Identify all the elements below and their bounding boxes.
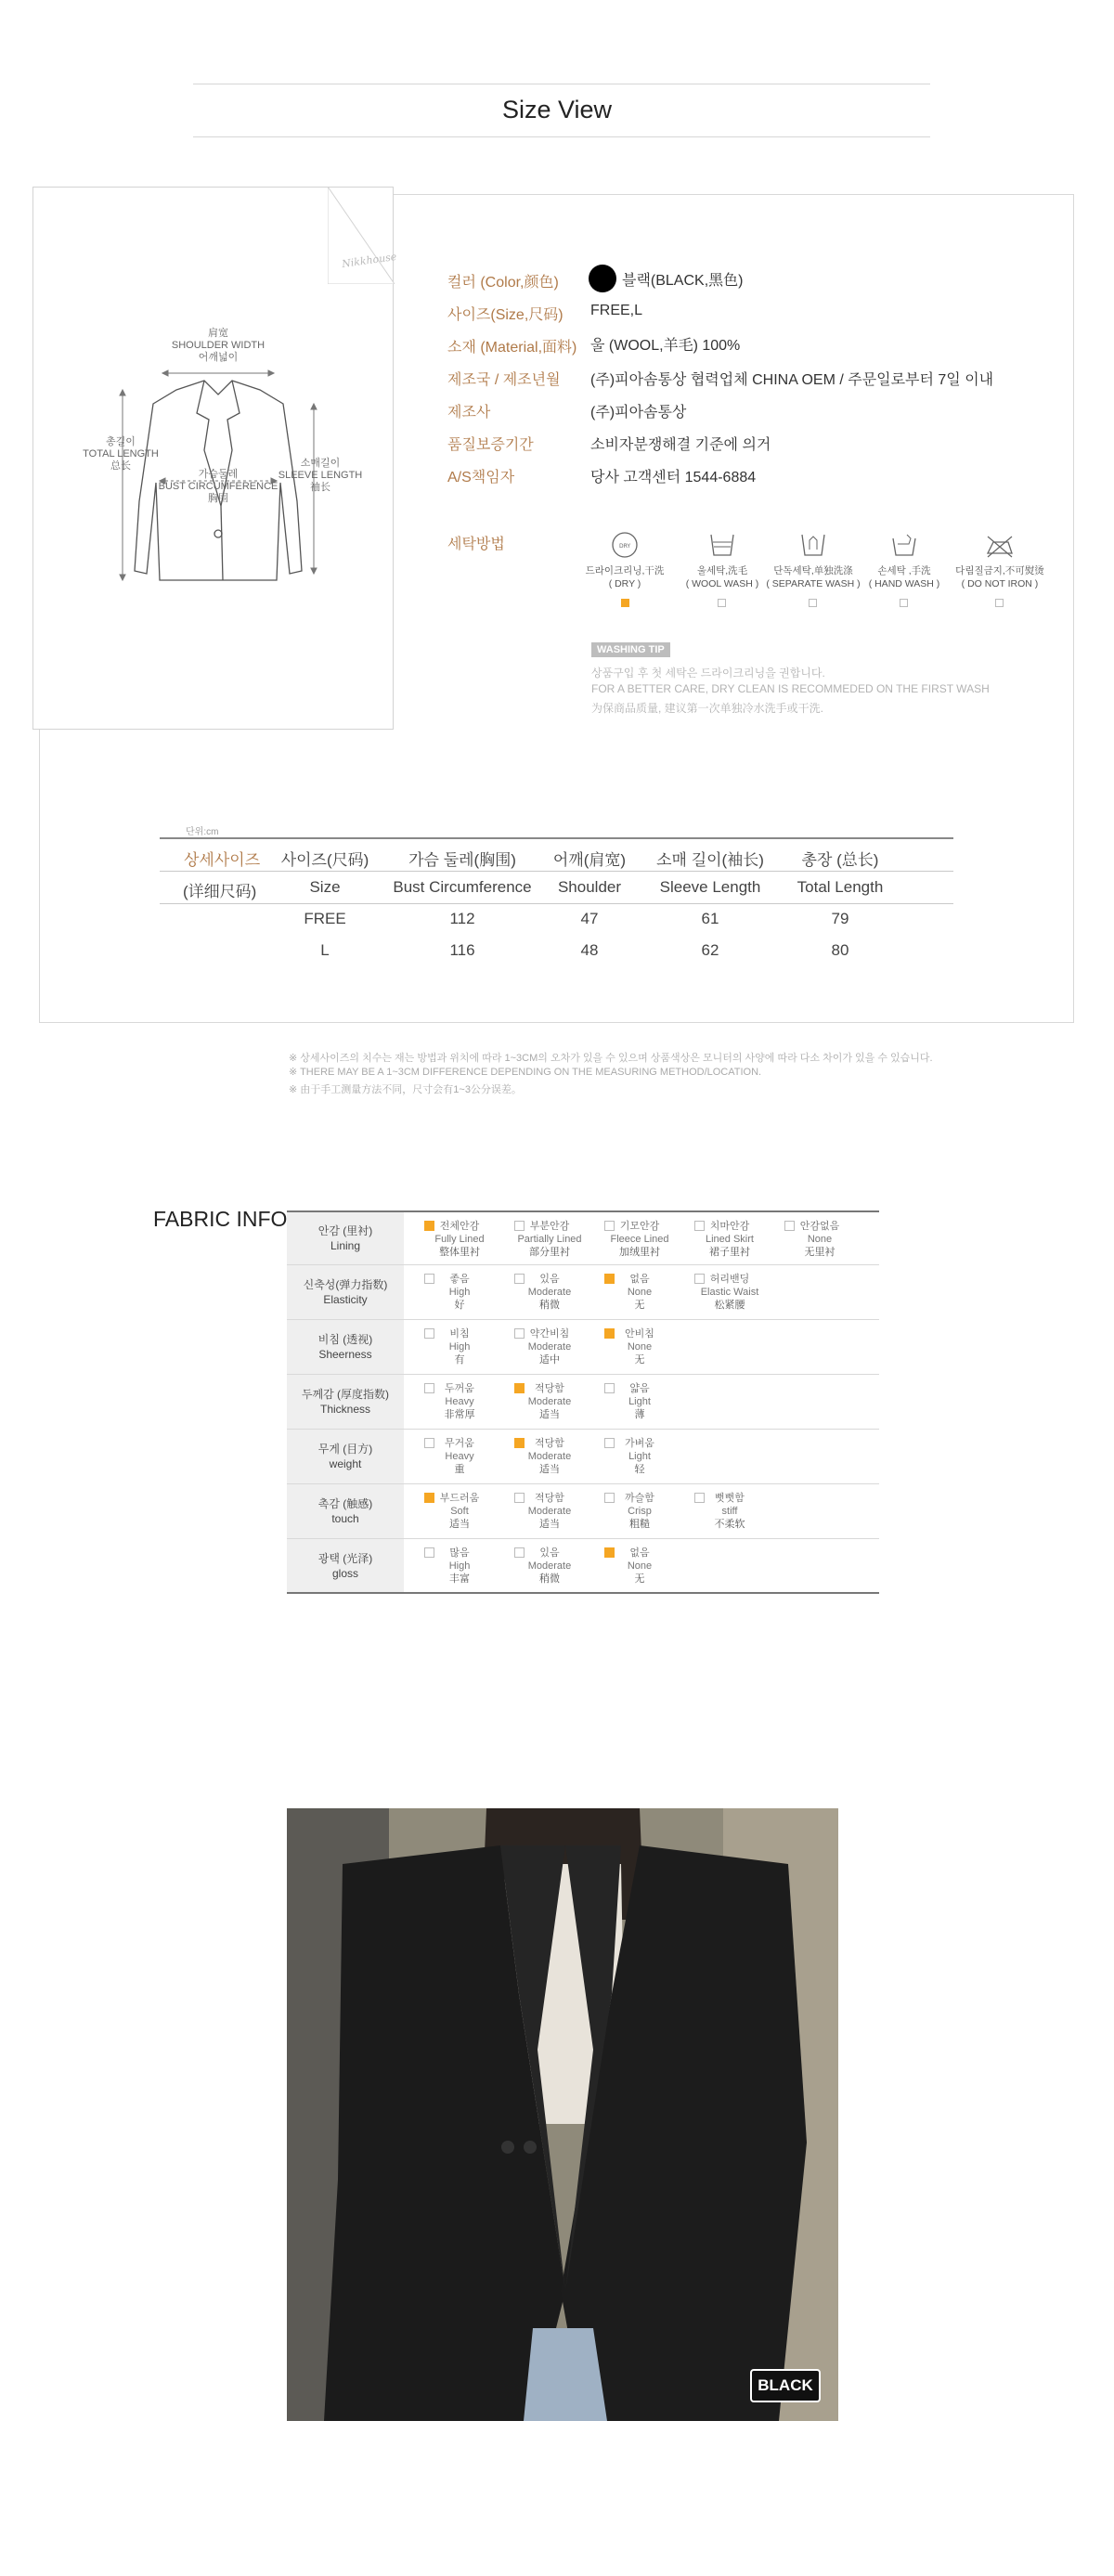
fabric-option xyxy=(687,1492,772,1531)
fabric-row-title-en: gloss xyxy=(331,1566,358,1580)
fabric-row-header xyxy=(287,1320,404,1374)
size-table-rule xyxy=(160,871,953,872)
fabric-option xyxy=(507,1492,592,1531)
fabric-option xyxy=(597,1327,682,1366)
fabric-option xyxy=(507,1327,592,1366)
header-size-ko: 사이즈(尺码) xyxy=(280,851,369,869)
fabric-option-label-ch: 轻 xyxy=(634,1464,645,1475)
sleeve-length-label: 소매길이 SLEEVE LENGTH 袖长 xyxy=(278,458,363,493)
svg-text:DRY: DRY xyxy=(618,543,631,550)
fabric-option-label-en: Heavy xyxy=(445,1451,474,1462)
row-free-total: 79 xyxy=(831,910,849,927)
fabric-option xyxy=(597,1273,682,1312)
color-badge-black: BLACK xyxy=(750,2369,821,2402)
fabric-option-label-ch: 稍微 xyxy=(539,1573,560,1585)
fabric-option-label-ch: 无 xyxy=(634,1354,645,1366)
size-table-rule xyxy=(160,903,953,904)
checked-box-icon xyxy=(424,1221,434,1231)
fabric-option xyxy=(507,1273,592,1312)
fabric-option-label-ch: 适当 xyxy=(539,1519,560,1530)
unchecked-box-icon xyxy=(514,1221,525,1231)
fabric-row-header xyxy=(287,1484,404,1538)
fabric-option-label-en: Lined Skirt xyxy=(706,1234,754,1245)
maker-value: (주)피아솜통상 xyxy=(590,405,687,421)
fabric-option-label-ko: 안감없음 xyxy=(799,1221,840,1232)
note-en: ※ THERE MAY BE A 1~3CM DIFFERENCE DEPENDING ON THE MEASURING METHOD/LOCATION. xyxy=(289,1067,762,1078)
wash-no-iron: 다림질금지,不可熨烫 ( DO NOT IRON ) xyxy=(949,531,1051,590)
fabric-row-title-ko: 촉감 (触感) xyxy=(317,1497,373,1510)
fabric-row-header xyxy=(287,1265,404,1319)
fabric-option-label-en: Moderate xyxy=(527,1396,572,1407)
unchecked-box-icon xyxy=(604,1438,615,1448)
fabric-row xyxy=(287,1539,879,1594)
fabric-option-label-en: Partially Lined xyxy=(517,1234,582,1245)
total-length-label: 총길이 TOTAL LENGTH 总长 xyxy=(83,436,159,472)
header-size-en: Size xyxy=(309,878,341,896)
fabric-option-label-ko: 두꺼움 xyxy=(445,1383,474,1394)
no-iron-icon xyxy=(984,531,1016,559)
washing-tip-line-ch: 为保商品质量, 建议第一次单独冷水洗手或干洗. xyxy=(591,702,824,715)
fabric-row-title-en: touch xyxy=(331,1512,359,1525)
size-label: 사이즈(Size,尺码) xyxy=(447,307,563,323)
wool-wash-icon xyxy=(706,531,738,559)
fabric-option-label-ch: 松紧腰 xyxy=(714,1300,745,1311)
fabric-option-label-ko: 부분안감 xyxy=(529,1221,570,1232)
page-fold-icon xyxy=(328,187,398,284)
fabric-option xyxy=(597,1382,682,1421)
fabric-option-label-ko: 좋음 xyxy=(449,1274,470,1285)
wash-method-label: 세탁방법 xyxy=(447,537,505,552)
fabric-option-label-en: Elastic Waist xyxy=(700,1287,759,1298)
divider-bottom xyxy=(193,136,930,137)
row-l-total: 80 xyxy=(831,941,849,959)
fabric-row-title-ko: 무게 (目方) xyxy=(317,1443,373,1456)
fabric-row-header xyxy=(287,1430,404,1483)
fabric-option xyxy=(687,1220,772,1259)
fabric-option xyxy=(417,1327,502,1366)
fabric-option-label-ko: 전체안감 xyxy=(439,1221,480,1232)
fabric-option xyxy=(417,1382,502,1421)
color-label: 컬러 (Color,颜色) xyxy=(447,275,559,291)
wash-dry-checkbox xyxy=(621,599,629,607)
fabric-row-title-en: Sheerness xyxy=(318,1348,372,1361)
fabric-option-label-ch: 无里衬 xyxy=(804,1247,836,1258)
wash-wool-checkbox xyxy=(718,599,726,607)
fabric-option-label-ko: 뻣뻣함 xyxy=(715,1493,745,1504)
color-value: 블랙(BLACK,黑色) xyxy=(622,273,744,289)
fabric-row xyxy=(287,1430,879,1484)
fabric-option-label-ch: 无 xyxy=(634,1300,645,1311)
size-table-top-rule xyxy=(160,837,953,839)
wash-dry: DRY 드라이크리닝,干洗 ( DRY ) xyxy=(574,531,676,590)
wash-wool: 울세탁,洗毛 ( WOOL WASH ) xyxy=(671,531,773,590)
unchecked-box-icon xyxy=(424,1547,434,1558)
unchecked-box-icon xyxy=(604,1221,615,1231)
fabric-option xyxy=(507,1437,592,1476)
header-bust-en: Bust Circumference xyxy=(393,878,532,896)
row-l-size: L xyxy=(320,941,330,959)
color-swatch-black xyxy=(589,265,616,292)
checked-box-icon xyxy=(424,1493,434,1503)
header-bust-ko: 가슴 둘레(胸围) xyxy=(408,851,516,869)
fabric-row-title-ko: 두께감 (厚度指数) xyxy=(301,1388,390,1401)
fabric-option xyxy=(597,1492,682,1531)
fabric-option xyxy=(507,1547,592,1586)
fabric-option-label-ko: 약간비침 xyxy=(529,1328,570,1340)
wash-hand: 손세탁 ,手洗 ( HAND WASH ) xyxy=(853,531,955,590)
fabric-option-label-ko: 없음 xyxy=(629,1274,650,1285)
header-sleeve-ko: 소매 길이(袖长) xyxy=(656,851,764,869)
fabric-row-header xyxy=(287,1212,404,1264)
shoulder-width-label: 肩宽 SHOULDER WIDTH 어깨넓이 xyxy=(171,328,266,363)
as-value: 당사 고객센터 1544-6884 xyxy=(590,470,757,485)
fabric-row-title-en: Thickness xyxy=(319,1403,371,1416)
origin-label: 제조국 / 제조년월 xyxy=(447,372,561,388)
unchecked-box-icon xyxy=(604,1383,615,1393)
header-total-en: Total Length xyxy=(797,878,884,896)
size-table-title-ko: 상세사이즈 xyxy=(184,851,261,869)
fabric-option-label-ko: 까슬함 xyxy=(625,1493,654,1504)
wash-separate: 단독세탁,单独洗涤 ( SEPARATE WASH ) xyxy=(762,531,864,590)
fabric-option-label-en: None xyxy=(627,1341,653,1353)
fabric-option xyxy=(597,1437,682,1476)
fabric-option xyxy=(417,1437,502,1476)
checked-box-icon xyxy=(514,1383,525,1393)
fabric-row xyxy=(287,1484,879,1539)
fabric-option-label-ko: 치마안감 xyxy=(709,1221,750,1232)
row-l-bust: 116 xyxy=(449,941,475,959)
fabric-option-label-ko: 적당함 xyxy=(535,1438,564,1449)
unchecked-box-icon xyxy=(514,1274,525,1284)
fabric-row-title-ko: 광택 (光泽) xyxy=(317,1551,373,1565)
fabric-option-label-en: Heavy xyxy=(445,1396,474,1407)
fabric-option xyxy=(597,1220,682,1259)
fabric-option-label-en: Moderate xyxy=(527,1287,572,1298)
header-shoulder-ko: 어깨(肩宽) xyxy=(552,851,627,869)
fabric-option xyxy=(507,1220,592,1259)
row-l-sleeve: 62 xyxy=(701,941,719,959)
fabric-option-label-ch: 适当 xyxy=(449,1519,470,1530)
fabric-option-label-en: High xyxy=(448,1287,471,1298)
fabric-option-label-ko: 적당함 xyxy=(535,1493,564,1504)
fabric-option-label-ko: 허리밴딩 xyxy=(709,1274,750,1285)
warranty-label: 품질보증기간 xyxy=(447,437,534,453)
row-l-shoulder: 48 xyxy=(580,941,599,959)
washing-tip-line-en: FOR A BETTER CARE, DRY CLEAN IS RECOMMEDED ON THE FIRST WASH xyxy=(591,682,990,695)
fabric-option-label-ch: 整体里衬 xyxy=(439,1247,480,1258)
fabric-option-label-en: Moderate xyxy=(527,1341,572,1353)
fabric-option-label-en: Crisp xyxy=(628,1506,652,1517)
header-shoulder-en: Shoulder xyxy=(557,878,622,896)
fabric-option-label-ch: 不柔软 xyxy=(714,1519,745,1530)
row-free-sleeve: 61 xyxy=(701,910,719,927)
size-value: FREE,L xyxy=(590,303,643,318)
fabric-row-header xyxy=(287,1539,404,1592)
fabric-option-label-ch: 裙子里衬 xyxy=(709,1247,750,1258)
fabric-option-label-en: None xyxy=(807,1234,833,1245)
fabric-option-label-ko: 안비침 xyxy=(625,1328,654,1340)
wash-separate-checkbox xyxy=(809,599,817,607)
unchecked-box-icon xyxy=(514,1493,525,1503)
maker-label: 제조사 xyxy=(447,405,491,421)
fabric-option-label-ko: 부드러움 xyxy=(439,1493,480,1504)
fabric-option-label-ko: 있음 xyxy=(539,1274,560,1285)
fabric-option-label-ch: 粗糙 xyxy=(629,1519,650,1530)
header-sleeve-en: Sleeve Length xyxy=(659,878,761,896)
bust-circumference-label: 가슴둘레 BUST CIRCUMFERENCE 胸围 xyxy=(158,469,278,504)
fabric-option xyxy=(687,1273,772,1312)
material-value: 울 (WOOL,羊毛) 100% xyxy=(590,338,741,354)
unchecked-box-icon xyxy=(604,1493,615,1503)
fabric-option xyxy=(777,1220,862,1259)
fabric-info-table xyxy=(287,1210,879,1594)
fabric-option-label-en: High xyxy=(448,1560,471,1572)
fabric-row-title-ko: 비침 (透视) xyxy=(317,1333,373,1346)
unchecked-box-icon xyxy=(694,1221,705,1231)
fabric-option xyxy=(417,1273,502,1312)
fabric-row-title-en: Elasticity xyxy=(323,1293,368,1306)
fabric-option-label-ko: 적당함 xyxy=(535,1383,564,1394)
fabric-option xyxy=(417,1220,502,1259)
product-photo xyxy=(287,1808,838,2421)
unchecked-box-icon xyxy=(694,1493,705,1503)
fabric-option-label-ch: 丰富 xyxy=(449,1573,470,1585)
fabric-row-title-en: weight xyxy=(329,1457,362,1470)
fabric-option-label-en: None xyxy=(627,1560,653,1572)
fabric-option-label-ch: 部分里衬 xyxy=(529,1247,570,1258)
fabric-option-label-ch: 无 xyxy=(634,1573,645,1585)
fabric-option-label-ch: 加绒里衬 xyxy=(619,1247,660,1258)
note-ch: ※ 由于手工测量方法不同，尺寸会有1~3公分误差。 xyxy=(289,1084,522,1095)
fabric-option-label-en: Light xyxy=(628,1396,651,1407)
washing-tip-line-ko: 상품구입 후 첫 세탁은 드라이크리닝을 권합니다. xyxy=(591,667,825,680)
fabric-option-label-ko: 기모안감 xyxy=(619,1221,660,1232)
fabric-row-header xyxy=(287,1375,404,1429)
unchecked-box-icon xyxy=(784,1221,795,1231)
origin-value: (주)피아솜통상 협력업체 CHINA OEM / 주문일로부터 7일 이내 xyxy=(590,372,994,388)
fabric-option-label-ko: 많음 xyxy=(449,1547,470,1559)
fabric-row xyxy=(287,1265,879,1320)
fabric-option xyxy=(597,1547,682,1586)
row-free-bust: 112 xyxy=(449,910,475,927)
warranty-value: 소비자분쟁해결 기준에 의거 xyxy=(590,437,771,453)
unchecked-box-icon xyxy=(424,1383,434,1393)
unchecked-box-icon xyxy=(424,1328,434,1339)
fabric-option-label-ch: 适当 xyxy=(539,1409,560,1420)
unchecked-box-icon xyxy=(694,1274,705,1284)
size-unit: 단위:cm xyxy=(186,827,219,837)
fabric-option-label-en: Fleece Lined xyxy=(610,1234,669,1245)
fabric-option-label-ko: 얇음 xyxy=(629,1383,650,1394)
fabric-option-label-ch: 有 xyxy=(454,1354,465,1366)
size-table-title-ch: (详细尺码) xyxy=(183,883,257,900)
note-ko: ※ 상세사이즈의 치수는 재는 방법과 위치에 따라 1~3CM의 오차가 있을 수 있으며 상품색상은 모니터의 사양에 따라 다소 차이가 있을 수 있습니다. xyxy=(289,1053,933,1064)
fabric-row-title-ko: 안감 (里衬) xyxy=(317,1224,373,1237)
fabric-option-label-ch: 适当 xyxy=(539,1464,560,1475)
checked-box-icon xyxy=(604,1328,615,1339)
fabric-option xyxy=(507,1382,592,1421)
checked-box-icon xyxy=(604,1274,615,1284)
checked-box-icon xyxy=(514,1438,525,1448)
unchecked-box-icon xyxy=(424,1274,434,1284)
fabric-option-label-ch: 非常厚 xyxy=(444,1409,475,1420)
as-label: A/S책임자 xyxy=(447,470,515,485)
fabric-option-label-ko: 무거움 xyxy=(445,1438,474,1449)
fabric-option-label-en: Moderate xyxy=(527,1560,572,1572)
fabric-option-label-ko: 없음 xyxy=(629,1547,650,1559)
fabric-option-label-ch: 适中 xyxy=(539,1354,560,1366)
material-label: 소재 (Material,面料) xyxy=(447,340,577,356)
dry-clean-icon xyxy=(609,531,641,559)
fabric-option xyxy=(417,1492,502,1531)
fabric-info-title: FABRIC INFO xyxy=(153,1207,288,1231)
fabric-option-label-en: Soft xyxy=(450,1506,469,1517)
fabric-option-label-ko: 비침 xyxy=(449,1328,470,1340)
separate-wash-icon xyxy=(797,531,829,559)
fabric-option-label-ko: 있음 xyxy=(539,1547,560,1559)
fabric-option-label-ch: 重 xyxy=(454,1464,465,1475)
fabric-option-label-en: Light xyxy=(628,1451,651,1462)
fabric-row xyxy=(287,1210,879,1265)
fabric-option-label-ch: 薄 xyxy=(634,1409,645,1420)
fabric-option-label-en: Moderate xyxy=(527,1506,572,1517)
checked-box-icon xyxy=(604,1547,615,1558)
washing-tip-badge: WASHING TIP xyxy=(591,642,670,657)
unchecked-box-icon xyxy=(514,1547,525,1558)
fabric-row-title-ko: 신축성(弹力指数) xyxy=(303,1278,388,1291)
fabric-option-label-ch: 稍微 xyxy=(539,1300,560,1311)
unchecked-box-icon xyxy=(514,1328,525,1339)
fabric-option-label-en: stiff xyxy=(721,1506,738,1517)
fabric-option xyxy=(417,1547,502,1586)
model-jacket-illustration xyxy=(287,1808,838,2421)
fabric-option-label-ko: 가벼움 xyxy=(625,1438,654,1449)
row-free-size: FREE xyxy=(304,910,346,927)
hand-wash-icon xyxy=(888,531,920,559)
fabric-row-title-en: Lining xyxy=(330,1239,361,1252)
fabric-option-label-en: None xyxy=(627,1287,653,1298)
fabric-option-label-en: High xyxy=(448,1341,471,1353)
fabric-row xyxy=(287,1375,879,1430)
fabric-option-label-en: Fully Lined xyxy=(434,1234,485,1245)
wash-hand-checkbox xyxy=(900,599,908,607)
header-total-ko: 총장 (总长) xyxy=(801,851,879,869)
row-free-shoulder: 47 xyxy=(580,910,599,927)
unchecked-box-icon xyxy=(424,1438,434,1448)
wash-no-iron-checkbox xyxy=(995,599,1004,607)
size-view-title: Size View xyxy=(501,96,613,123)
fabric-option-label-en: Moderate xyxy=(527,1451,572,1462)
fabric-option-label-ch: 好 xyxy=(454,1300,465,1311)
brand-signature: Nikkhouse xyxy=(341,250,398,271)
fabric-row xyxy=(287,1320,879,1375)
